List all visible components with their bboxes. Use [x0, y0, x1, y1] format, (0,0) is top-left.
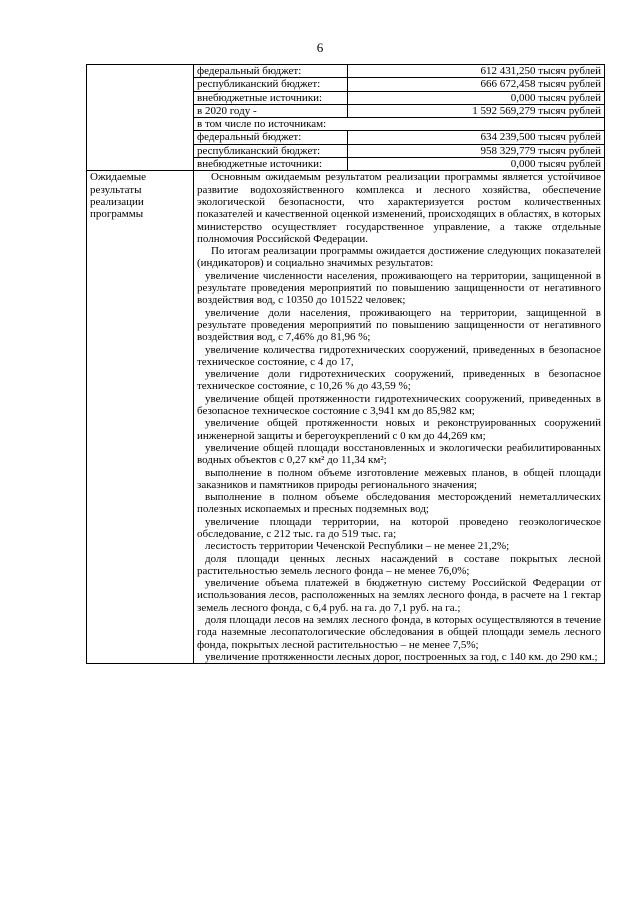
funding-source: республиканский бюджет:: [194, 78, 348, 91]
result-item: увеличение общей площади восстановленных и экологически реабилитированных водных объектов с 0,27 км² до 11,34 км²;: [197, 441, 601, 467]
result-item: лесистость территории Чеченской Республики – не менее 21,2%;: [205, 540, 510, 553]
results-row: [87, 171, 605, 664]
funding-year-label: в 2020 году -: [194, 104, 348, 117]
funding-amount: 958 329,779 тысяч рублей: [348, 144, 605, 157]
funding-amount: 0,000 тысяч рублей: [348, 158, 605, 171]
funding-amount: 612 431,250 тысяч рублей: [348, 65, 605, 78]
results-lead: По итогам реализации программы ожидается достижение следующих показателей (индикаторов) и социально значимых результатов:: [197, 245, 601, 270]
result-item: увеличение доли населения, проживающего на территории, защищенной в результате проведения мероприятий по повышению защищенности от негативного воздействия вод, с 7,46% до 81,96 %;: [197, 306, 601, 344]
result-item: увеличение численности населения, проживающего на территории, защищенной в результате проведения мероприятий по повышению защищенности от негативного воздействия вод, с 10350 до 101522 человек;: [197, 269, 601, 307]
results-intro: Основным ожидаемым результатом реализации программы является устойчивое развитие водохозяйственного комплекса и лесного хозяйства, обеспечение экологической безопасности, что характеризуется ростом количественных показателей и качественной оценкой изменений, происходящих в областях, в которых министерство осуществляет государственное управление, а также отдельные полномочия Российской Федерации.: [197, 171, 601, 245]
funding-source: внебюджетные источники:: [194, 158, 348, 171]
result-item: увеличение объема платежей в бюджетную систему Российской Федерации от использования лесов, расположенных на землях лесного фонда, в расчете на 1 гектар земель лесного фонда, с 6,4 руб. на га. до 7,1 руб. на га.;: [197, 577, 601, 614]
funding-year-total: 1 592 569,279 тысяч рублей: [348, 104, 605, 117]
funding-source: федеральный бюджет:: [194, 65, 348, 78]
funding-amount: 666 672,458 тысяч рублей: [348, 78, 605, 91]
results-label: Ожидаемые результаты реализации программы: [87, 171, 194, 664]
result-item: увеличение площади территории, на которой проведено геоэкологическое обследование, с 212 тыс. га до 519 тыс. га;: [197, 515, 601, 540]
funding-source: республиканский бюджет:: [194, 144, 348, 157]
funding-amount: 634 239,500 тысяч рублей: [348, 131, 605, 144]
funding-label-cell: [87, 65, 194, 171]
result-item: увеличение общей протяженности новых и реконструированных сооружений инженерной защиты и берегоукреплений с 0 км до 44,269 км;: [197, 417, 601, 442]
results-content: [194, 171, 605, 664]
page-number: 6: [316, 40, 324, 55]
funding-source: федеральный бюджет:: [194, 131, 348, 144]
result-item: увеличение общей протяженности гидротехнических сооружений, приведенных в безопасное техническое состояние с 3,941 км до 85,982 км;: [197, 392, 601, 418]
funding-source: внебюджетные источники:: [194, 91, 348, 104]
funding-row: [87, 65, 605, 78]
result-item: увеличение количества гидротехнических сооружений, приведенных в безопасное техническое состояние, с 4 до 17,: [197, 343, 601, 368]
funding-amount: 0,000 тысяч рублей: [348, 91, 605, 104]
result-item: выполнение в полном объеме обследования месторождений неметаллических полезных ископаемых и пресных подземных вод;: [197, 491, 601, 516]
passport-table: [86, 64, 605, 664]
result-item: доля площади лесов на землях лесного фонда, в которых осуществляются в течение года наземные лесопатологические обследования в общей площади земель лесного фонда, покрытых лесной растительностью – не менее 7,5%;: [197, 614, 601, 651]
result-item: выполнение в полном объеме изготовление межевых планов, в общей площади заказников и памятников природы регионального значения;: [197, 466, 601, 491]
result-item: доля площади ценных лесных насаждений в составе покрытых лесной растительностью земель лесного фонда – не менее 76,0%;: [197, 552, 601, 577]
funding-including-label: в том числе по источникам:: [194, 118, 605, 131]
result-item: увеличение протяженности лесных дорог, построенных за год, с 140 км. до 290 км.;: [205, 650, 598, 663]
result-item: увеличение доли гидротехнических сооружений, приведенных в безопасное техническое состояние, с 10,26 % до 43,59 %;: [197, 368, 601, 393]
